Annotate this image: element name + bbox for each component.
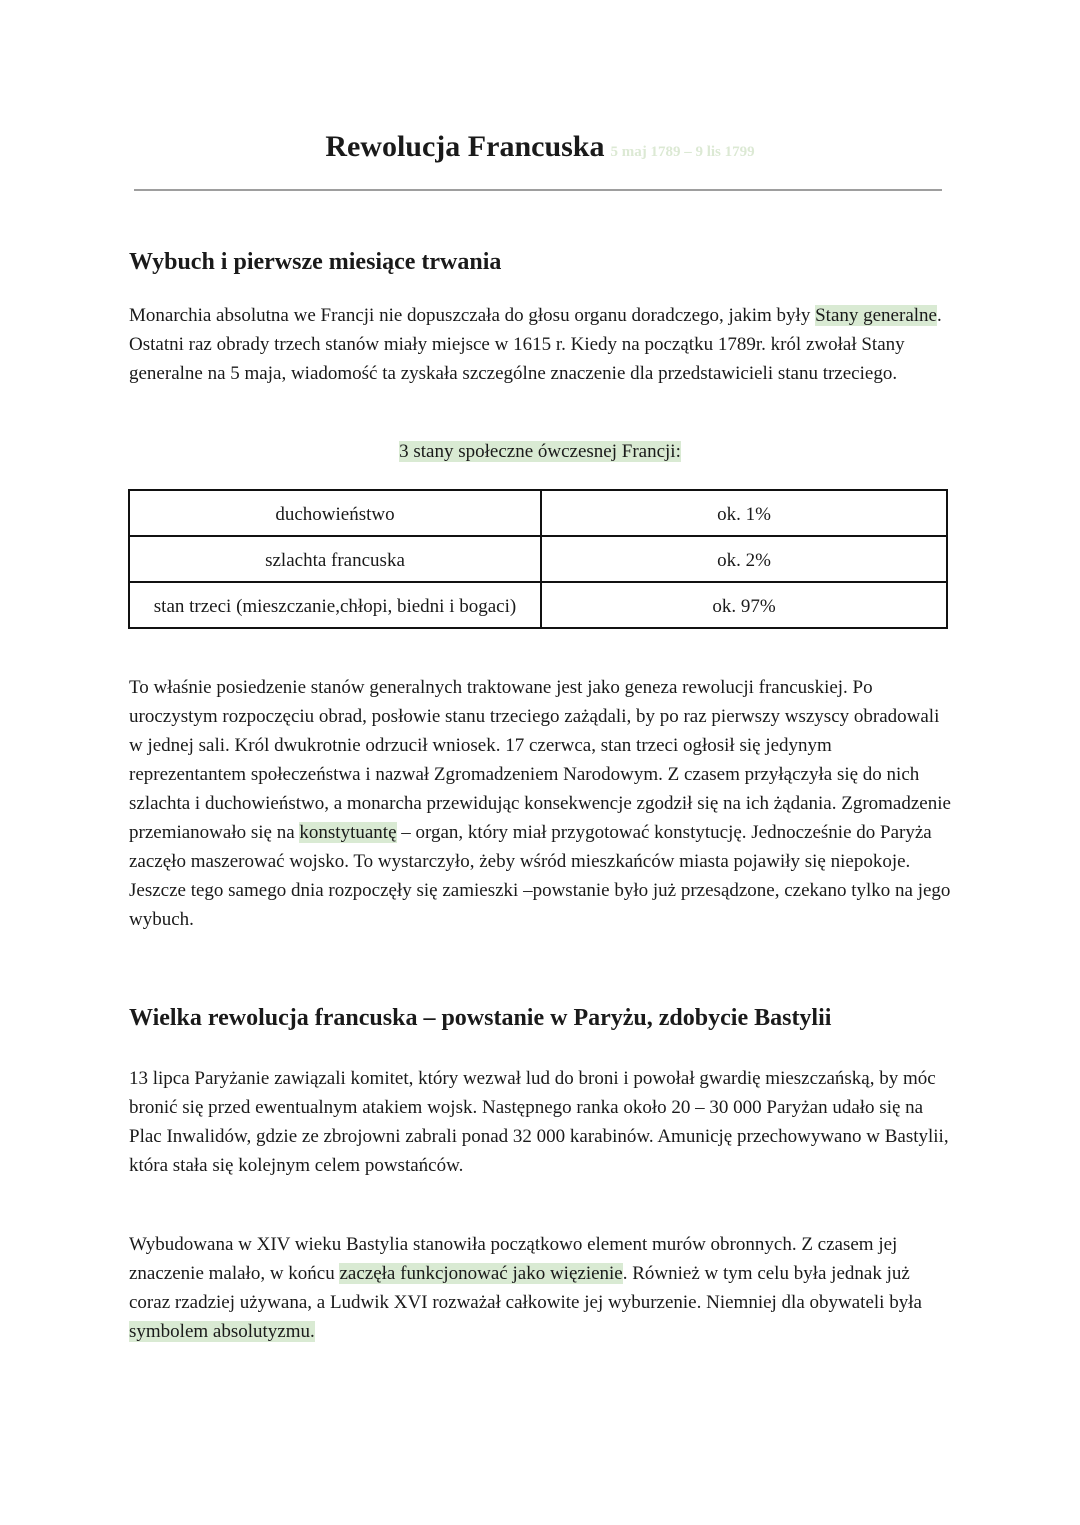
highlight-prison: zaczęła funkcjonować jako więzienie: [339, 1263, 623, 1284]
title-dates: 5 maj 1789 – 9 lis 1799: [610, 144, 755, 160]
table-row: [129, 582, 947, 628]
paragraph-text: . Ostatni raz obrady trzech stanów miały miejsce w 1615 r. Kiedy na początku 1789r. król zwołał Stany generalne na 5 maja, wiadomość ta zyskała szczególne znaczenie dla przedstawicieli stanu trzeciego.: [129, 305, 942, 384]
highlight-stany-generalne: Stany generalne: [815, 305, 937, 326]
estate-cell: szlachta francuska: [129, 536, 541, 582]
paragraph-bastille: [129, 1230, 951, 1346]
table-caption-text: 3 stany społeczne ówczesnej Francji:: [399, 441, 681, 462]
paragraph-text: To właśnie posiedzenie stanów generalnych traktowane jest jako geneza rewolucji francuskiej. Po uroczystym rozpoczęciu obrad, posłowie stanu trzeciego zażądali, by po raz pierwszy wszyscy obradowali w jednej sali. Król dwukrotnie odrzucił wniosek. 17 czerwca, stan trzeci ogłosił się jedynym reprezentantem społeczeństwa i nazwał Zgromadzeniem Narodowym. Z czasem przyłączyła się do nich szlachta i duchowieństwo, a monarcha przewidując konsekwencje zgodził się na ich żądania. Zgromadzenie przemianowało się na: [129, 677, 951, 843]
paragraph-text: . Również w tym celu była jednak już coraz rzadziej używana, a Ludwik XVI rozważał całkowite jej wyburzenie. Niemniej dla obywateli była: [129, 1263, 922, 1313]
page-title: Rewolucja Francuska: [325, 130, 605, 163]
paragraph-paris-uprising: 13 lipca Paryżanie zawiązali komitet, który wezwał lud do broni i powołał gwardię mieszczańską, by móc bronić się przed ewentualnym atakiem wojsk. Następnego ranka około 20 – 30 000 Paryżan udało się na Plac Inwalidów, gdzie ze zbrojowni zabrali ponad 32 000 karabinów. Amunicję przechowywano w Bastylii, która stała się kolejnym celem powstańców.: [129, 1068, 949, 1176]
paragraph-text: Wybudowana w XIV wieku Bastylia stanowiła początkowo element murów obronnych. Z czasem jej znaczenie malało, w końcu: [129, 1234, 898, 1284]
table-row: [129, 536, 947, 582]
paragraph-text: Monarchia absolutna we Francji nie dopuszczała do głosu organu doradczego, jakim były: [129, 305, 816, 326]
estate-cell: stan trzeci (mieszczanie,chłopi, biedni i bogaci): [129, 582, 541, 628]
paragraph-estates-general: [129, 301, 951, 388]
highlight-absolutism-symbol: symbolem absolutyzmu.: [129, 1321, 315, 1342]
section-heading-outbreak: Wybuch i pierwsze miesiące trwania: [129, 249, 502, 275]
table-caption: [0, 438, 1080, 466]
title-divider: [134, 189, 942, 191]
estates-table: [128, 489, 948, 629]
paragraph-national-assembly: [129, 673, 951, 934]
table-row: [129, 490, 947, 536]
share-cell: ok. 1%: [541, 490, 947, 536]
estate-cell: duchowieństwo: [129, 490, 541, 536]
title-block: [0, 130, 1080, 164]
section-heading-bastille: Wielka rewolucja francuska – powstanie w Paryżu, zdobycie Bastylii: [129, 1005, 832, 1031]
highlight-konstytuanta: konstytuantę: [299, 822, 397, 843]
paragraph-text: – organ, który miał przygotować konstytucję. Jednocześnie do Paryża zaczęło maszerować wojsko. To wystarczyło, żeby wśród mieszkańców miasta pojawiły się niepokoje. Jeszcze tego samego dnia rozpoczęły się zamieszki –powstanie było już przesądzone, czekano tylko na jego wybuch.: [129, 822, 951, 930]
share-cell: ok. 97%: [541, 582, 947, 628]
share-cell: ok. 2%: [541, 536, 947, 582]
